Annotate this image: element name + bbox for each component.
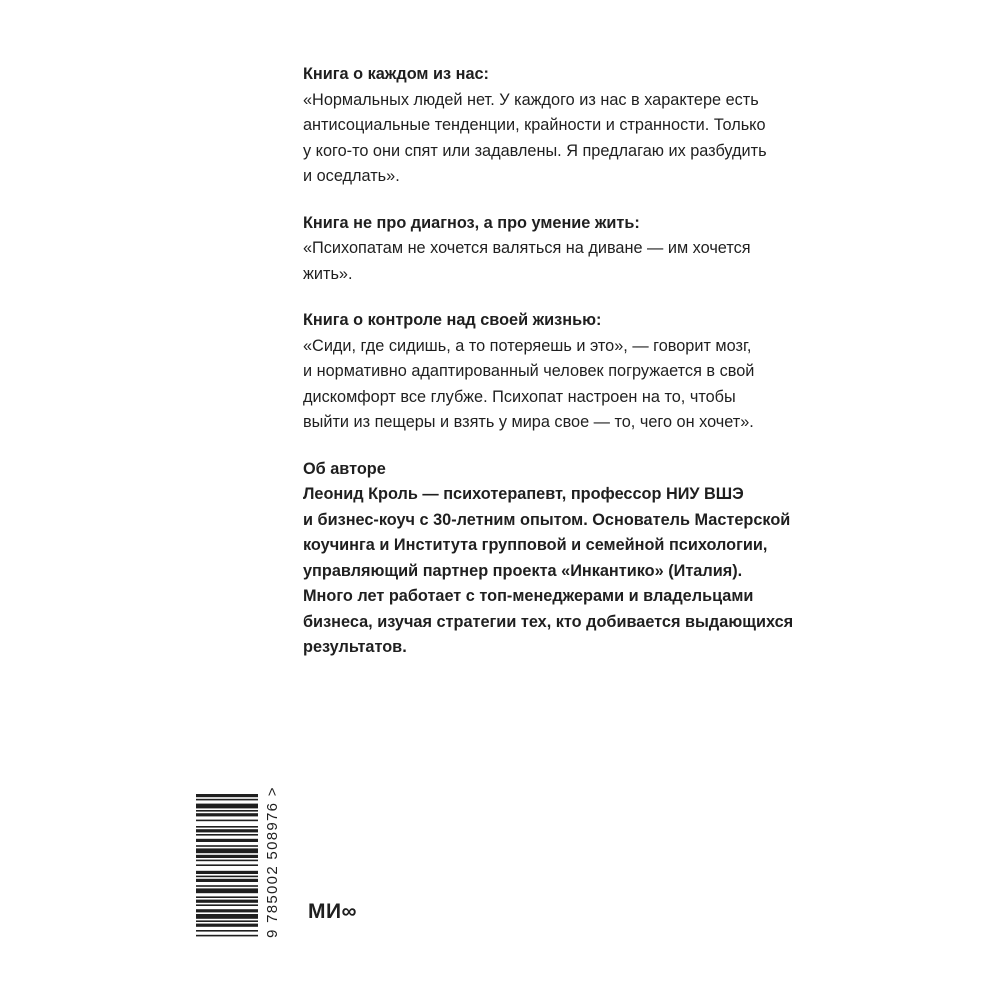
barcode-bar <box>196 871 258 874</box>
barcode-bar <box>196 839 258 842</box>
text-line: и нормативно адаптированный человек погружается в свой <box>303 362 755 380</box>
barcode-bar <box>196 909 258 912</box>
isbn-barcode <box>196 794 296 940</box>
text-line: у кого-то они спят или задавлены. Я предлагаю их разбудить <box>303 141 767 160</box>
author-bio-line: бизнеса, изучая стратегии тех, кто добивается выдающихся <box>303 612 794 631</box>
section-control <box>303 308 823 436</box>
section-heading: Книга о контроле над своей жизнью: <box>303 311 602 329</box>
section-about-everyone <box>303 62 823 190</box>
barcode-bar <box>196 924 258 927</box>
barcode-bar <box>196 834 258 836</box>
author-bio-line: Много лет работает с топ-менеджерами и владельцами <box>303 587 754 605</box>
barcode-bar <box>196 914 258 919</box>
barcode-bar <box>196 826 258 828</box>
barcode-bar <box>196 799 258 801</box>
barcode-bar <box>196 810 258 812</box>
barcode-bar <box>196 829 258 832</box>
author-bio-line: управляющий партнер проекта «Инкантико» (Италия). <box>303 561 743 580</box>
section-heading: Книга не про диагноз, а про умение жить: <box>303 213 640 232</box>
barcode-bar <box>196 860 258 862</box>
author-bio-line: и бизнес-коуч с 30-летним опытом. Основатель Мастерской <box>303 510 791 529</box>
text-line: и оседлать». <box>303 167 400 185</box>
barcode-bar <box>196 813 258 816</box>
barcode-bar <box>196 885 258 887</box>
text-line: «Нормальных людей нет. У каждого из нас в характере есть <box>303 90 759 109</box>
text-line: жить». <box>303 264 353 283</box>
barcode-bar <box>196 820 258 822</box>
barcode-bar <box>196 804 258 809</box>
barcode-bar <box>196 879 258 882</box>
text-line: антисоциальные тенденции, крайности и странности. Только <box>303 116 766 134</box>
barcode-bar <box>196 920 258 922</box>
text-line: выйти из пещеры и взять у мира свое — то, чего он хочет». <box>303 413 754 431</box>
barcode-bar <box>196 876 258 878</box>
barcode-bar <box>196 855 258 858</box>
about-author-heading: Об авторе <box>303 459 386 478</box>
barcode-bars <box>196 794 258 940</box>
publisher-logo: МИ∞ <box>308 900 358 923</box>
barcode-bar <box>196 848 258 853</box>
section-about-author <box>303 457 823 661</box>
isbn-digits: 9 785002 508976 > <box>264 786 281 938</box>
author-bio-line: Леонид Кроль — психотерапевт, профессор НИУ ВШЭ <box>303 485 744 503</box>
barcode-bar <box>196 845 258 847</box>
section-heading: Книга о каждом из нас: <box>303 65 489 83</box>
barcode-bar <box>196 896 258 898</box>
text-line: «Сиди, где сидишь, а то потеряешь и это», — говорит мозг, <box>303 336 752 355</box>
annotation-column <box>303 62 823 682</box>
text-line: дискомфорт все глубже. Психопат настроен на то, чтобы <box>303 387 736 406</box>
barcode-bar <box>196 900 258 903</box>
author-bio-line: коучинга и Института групповой и семейной психологии, <box>303 536 768 554</box>
barcode-bar <box>196 930 258 932</box>
barcode-bar <box>196 794 258 797</box>
text-line: «Психопатам не хочется валяться на диване — им хочется <box>303 239 751 257</box>
barcode-bar <box>196 904 258 906</box>
section-not-diagnosis <box>303 211 823 288</box>
barcode-bar <box>196 935 258 937</box>
barcode-bar <box>196 864 258 866</box>
author-bio-line: результатов. <box>303 638 407 656</box>
barcode-bar <box>196 888 258 893</box>
